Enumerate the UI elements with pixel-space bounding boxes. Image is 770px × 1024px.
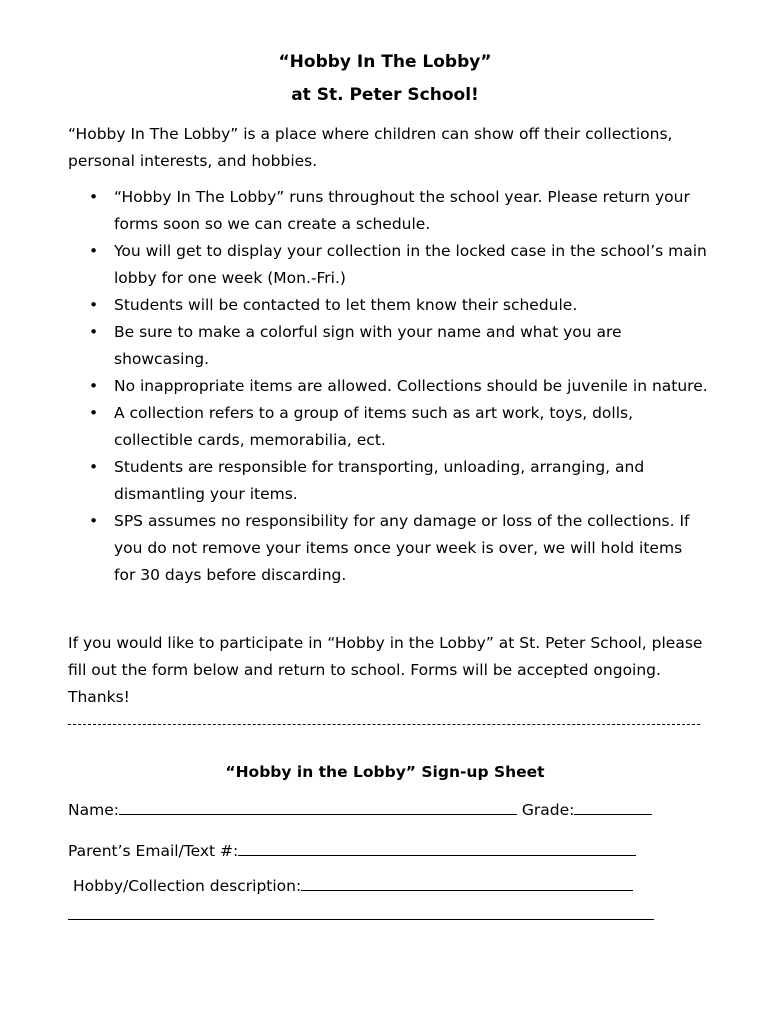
bullet-icon: •	[89, 323, 99, 341]
hobby-description-label: Hobby/Collection description:	[73, 877, 302, 895]
parent-contact-field[interactable]	[238, 839, 636, 856]
name-field[interactable]	[119, 798, 517, 815]
rules-list	[68, 184, 708, 589]
list-item-text: A collection refers to a group of items such as art work, toys, dolls, collectible cards, memorabilia, ect.	[114, 404, 634, 449]
grade-label: Grade:	[521, 801, 575, 819]
parent-contact-row	[68, 839, 636, 862]
bullet-icon: •	[89, 242, 99, 260]
list-item	[68, 184, 708, 238]
list-item	[68, 373, 708, 400]
list-item-text: Be sure to make a colorful sign with your name and what you are showcasing.	[114, 323, 622, 368]
bullet-icon: •	[89, 296, 99, 314]
list-item	[68, 508, 708, 589]
name-label: Name:	[68, 801, 119, 819]
cut-line-divider	[68, 724, 700, 725]
closing-paragraph: If you would like to participate in “Hobby in the Lobby” at St. Peter School, please fill out the form below and return to school. Forms will be accepted ongoing. Thanks!	[68, 634, 703, 706]
list-item	[68, 400, 708, 454]
grade-field[interactable]	[574, 798, 652, 815]
hobby-description-field[interactable]	[301, 874, 633, 891]
intro-paragraph: “Hobby In The Lobby” is a place where children can show off their collections, personal interests, and hobbies.	[68, 125, 673, 170]
list-item	[68, 292, 708, 319]
list-item-text: No inappropriate items are allowed. Collections should be juvenile in nature.	[114, 377, 708, 395]
parent-contact-label: Parent’s Email/Text #:	[68, 842, 239, 860]
title-line-1: “Hobby In The Lobby”	[278, 52, 492, 72]
list-item-text: Students will be contacted to let them know their schedule.	[114, 296, 578, 314]
bullet-icon: •	[89, 458, 99, 476]
list-item	[68, 238, 708, 292]
hobby-description-continuation-field[interactable]	[68, 919, 654, 920]
bullet-icon: •	[89, 404, 99, 422]
list-item	[68, 454, 708, 508]
list-item-text: SPS assumes no responsibility for any damage or loss of the collections. If you do not remove your items once your week is over, we will hold items for 30 days before discarding.	[114, 512, 690, 584]
bullet-icon: •	[89, 377, 99, 395]
list-item-text: Students are responsible for transporting, unloading, arranging, and dismantling your items.	[114, 458, 645, 503]
name-grade-row	[68, 798, 652, 821]
list-item	[68, 319, 708, 373]
list-item-text: “Hobby In The Lobby” runs throughout the school year. Please return your forms soon so we can create a schedule.	[114, 188, 690, 233]
title-line-2: at St. Peter School!	[291, 85, 479, 105]
bullet-icon: •	[89, 512, 99, 530]
signup-sheet-title: “Hobby in the Lobby” Sign-up Sheet	[225, 763, 545, 781]
bullet-icon: •	[89, 188, 99, 206]
hobby-description-row	[73, 874, 633, 897]
list-item-text: You will get to display your collection in the locked case in the school’s main lobby for one week (Mon.-Fri.)	[114, 242, 707, 287]
